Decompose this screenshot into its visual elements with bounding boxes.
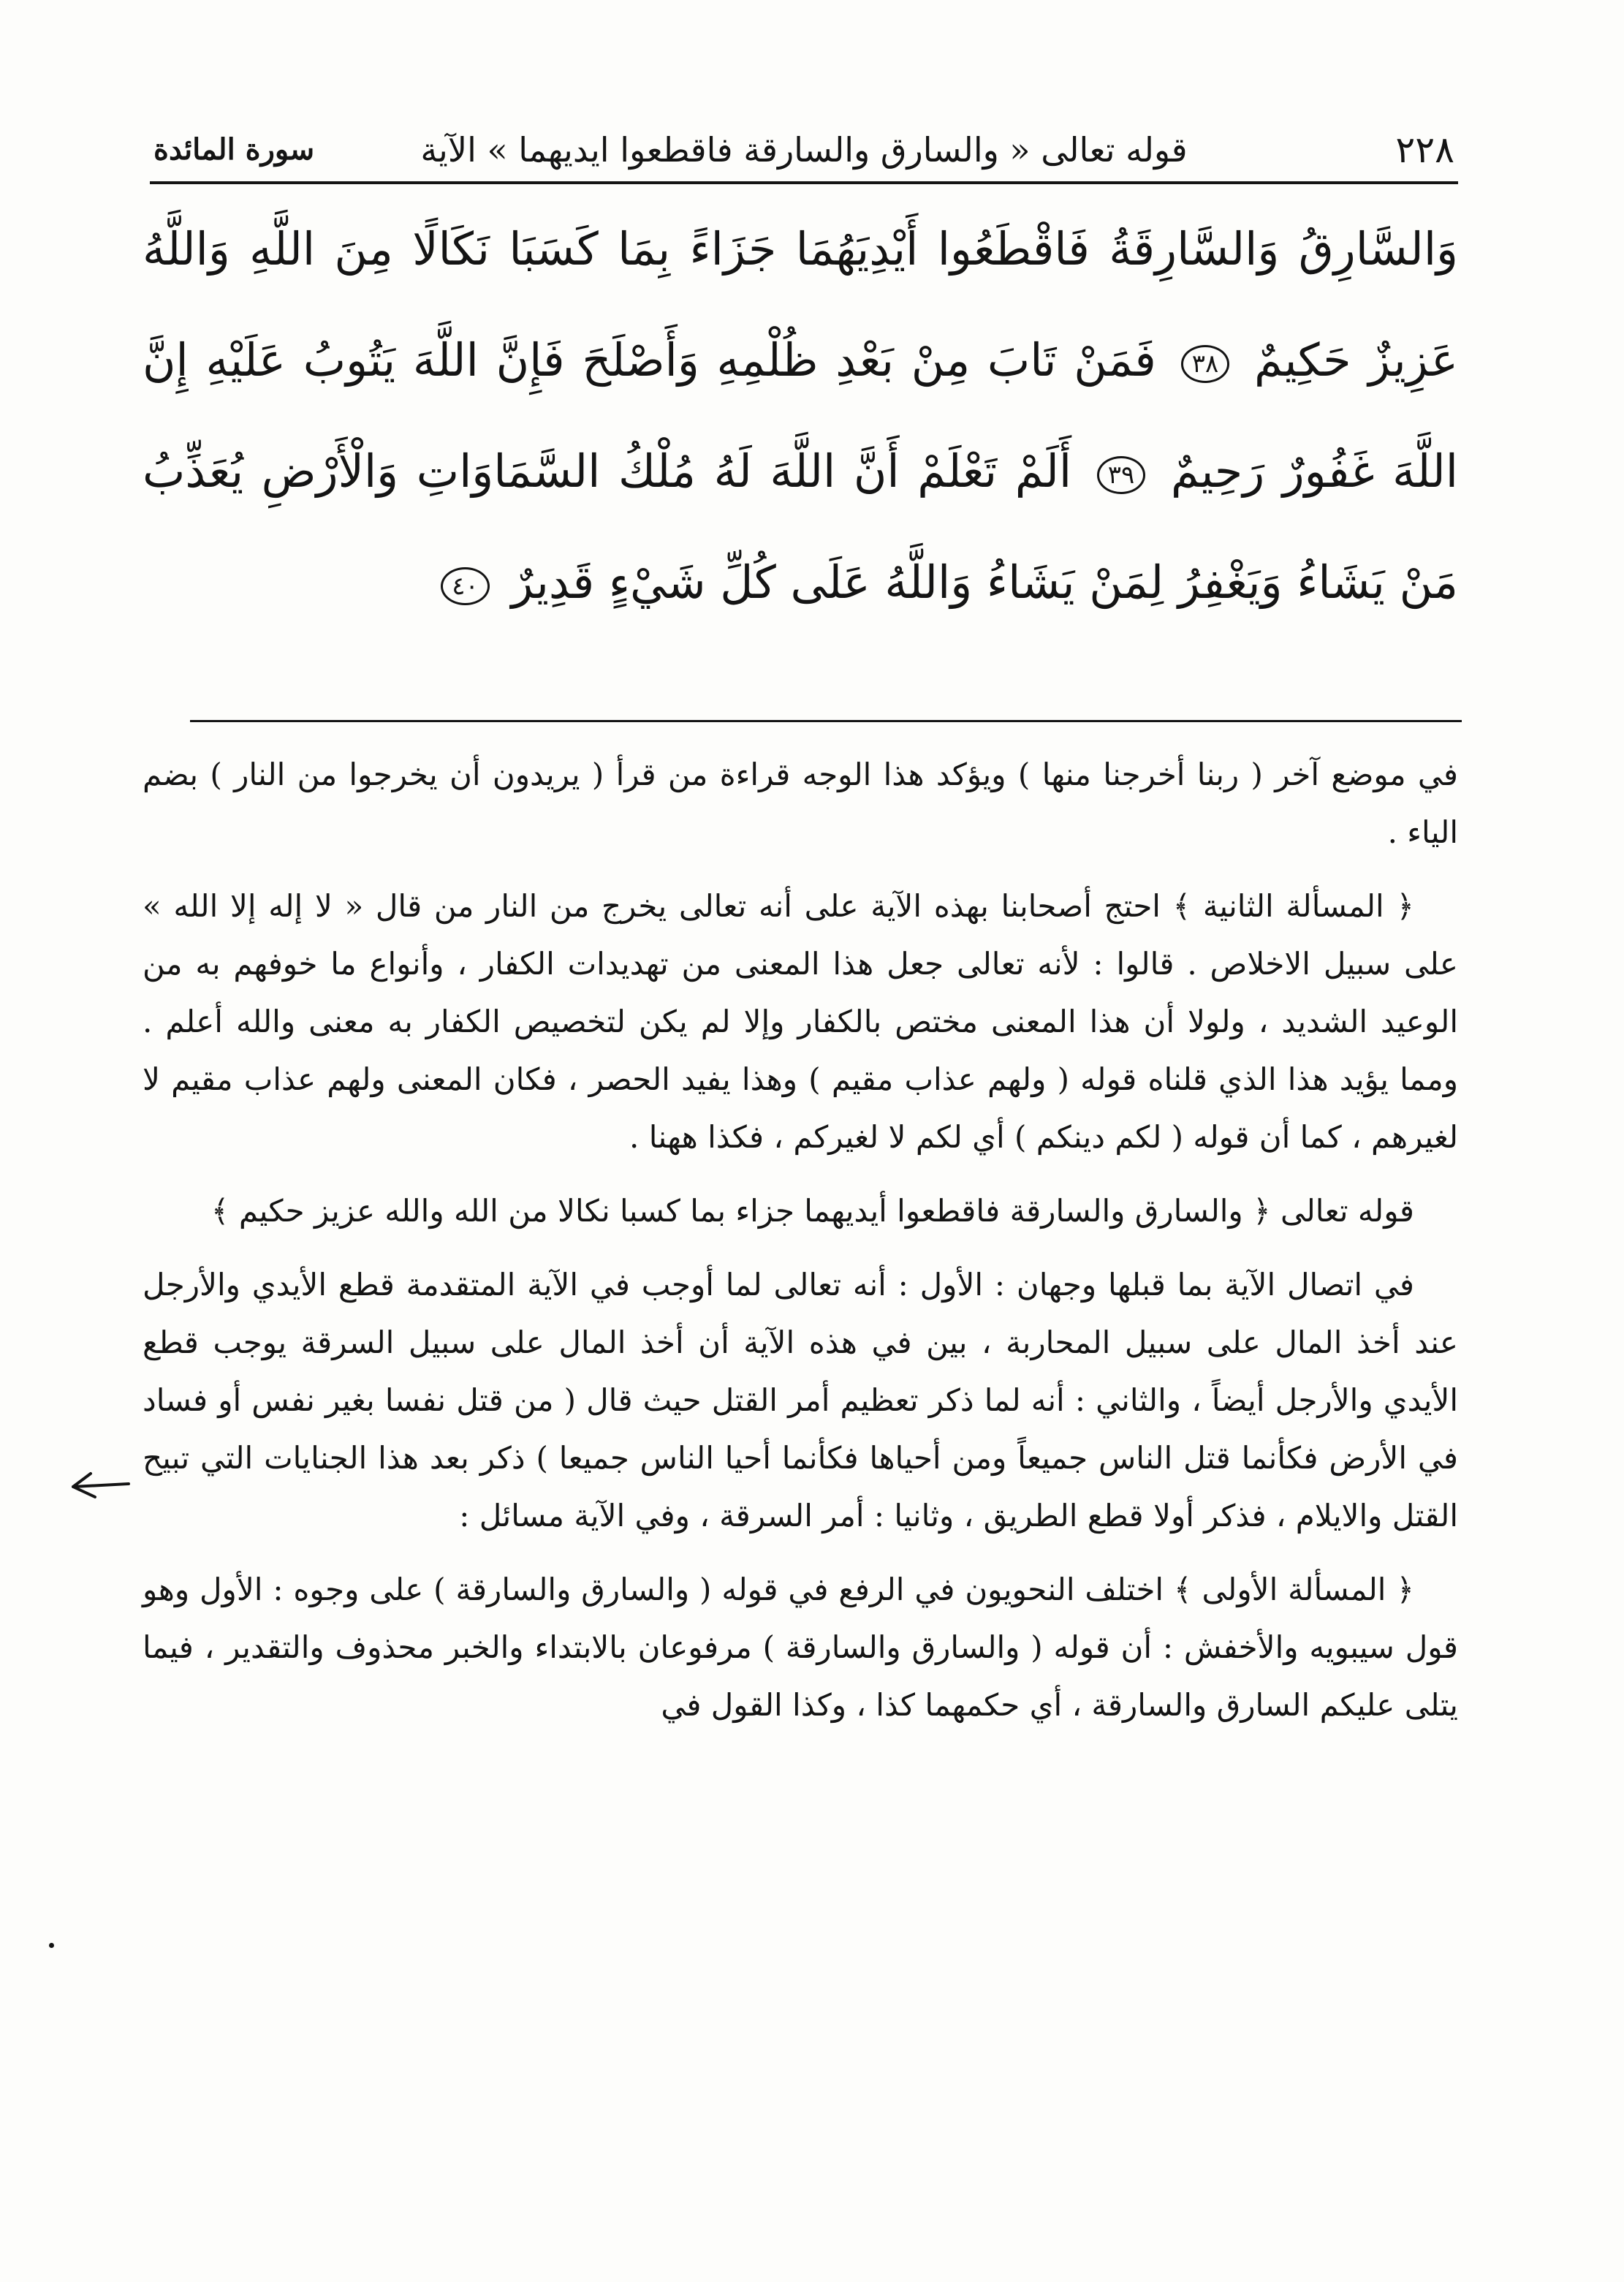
commentary-text: [143, 746, 1458, 1750]
header-rule: [150, 181, 1458, 184]
paragraph: ﴿ المسألة الأولى ﴾ اختلف النحويون في الرفع في قوله ( والسارق والسارقة ) على وجوه : الأول وهو قول سيبويه والأخفش : أن قوله ( والسارق والسارقة ) مرفوعان بالابتداء والخبر محذوف والتقدير ، فيما يتلى عليكم السارق والسارقة ، أي حكمهما كذا ، وكذا القول في: [143, 1572, 1458, 1723]
ayah-number-marker: ٤٠: [441, 567, 490, 605]
ayah-number-marker: ٣٨: [1181, 345, 1230, 383]
section-divider: [190, 720, 1462, 722]
page-number: ٢٢٨: [1395, 129, 1454, 171]
verse-text: فَمَنْ تَابَ مِنْ بَعْدِ ظُلْمِهِ وَأَصْلَحَ فَإِنَّ اللَّهَ يَتُوبُ عَلَيْهِ إِنَّ اللَّهَ غَفُورٌ رَحِيمٌ: [143, 333, 1458, 498]
paragraph: قوله تعالى ﴿ والسارق والسارقة فاقطعوا أيديهما جزاء بما كسبا نكالا من الله والله عزيز حكيم ﴾: [210, 1193, 1414, 1229]
ayah-number-marker: ٣٩: [1097, 456, 1146, 494]
running-title: قوله تعالى « والسارق والسارقة فاقطعوا ايديهما » الآية: [420, 130, 1188, 170]
verse-text: وَالسَّارِقُ وَالسَّارِقَةُ فَاقْطَعُوا أَيْدِيَهُمَا جَزَاءً بِمَا كَسَبَا نَكَالًا مِنَ اللَّهِ وَاللَّهُ عَزِيزٌ حَكِيمٌ: [143, 222, 1458, 387]
margin-arrow-icon: [66, 1468, 132, 1504]
verse-text: أَلَمْ تَعْلَمْ أَنَّ اللَّهَ لَهُ مُلْكُ السَّمَاوَاتِ وَالْأَرْضِ يُعَذِّبُ مَنْ يَشَاءُ وَيَغْفِرُ لِمَنْ يَشَاءُ وَاللَّهُ عَلَى كُلِّ شَيْءٍ قَدِيرٌ: [143, 444, 1458, 609]
margin-dot: [49, 1943, 54, 1948]
paragraph: في اتصال الآية بما قبلها وجهان : الأول : أنه تعالى لما أوجب في الآية المتقدمة قطع الأيدي والأرجل عند أخذ المال على سبيل المحاربة ، بين في هذه الآية أن أخذ المال على سبيل السرقة يوجب قطع الأيدي والأرجل أيضاً ، والثاني : أنه لما ذكر تعظيم أمر القتل حيث قال ( من قتل نفسا بغير نفس أو فساد في الأرض فكأنما قتل الناس جميعاً ومن أحياها فكأنما أحيا الناس جميعا ) ذكر بعد هذا الجنايات التي تبيح القتل والايلام ، فذكر أولا قطع الطريق ، وثانيا : أمر السرقة ، وفي الآية مسائل :: [143, 1267, 1458, 1534]
page-header: [153, 124, 1454, 175]
paragraph: ﴿ المسألة الثانية ﴾ احتج أصحابنا بهذه الآية على أنه تعالى يخرج من النار من قال « لا إله إلا الله » على سبيل الاخلاص . قالوا : لأنه تعالى جعل هذا المعنى من تهديدات الكفار ، وأنواع ما خوفهم به من الوعيد الشديد ، ولولا أن هذا المعنى مختص بالكفار وإلا لم يكن لتخصيص الكفار به معنى والله أعلم . ومما يؤيد هذا الذي قلناه قوله ( ولهم عذاب مقيم ) وهذا يفيد الحصر ، فكان المعنى ولهم عذاب مقيم لا لغيرهم ، كما أن قوله ( لكم دينكم ) أي لكم لا لغيركم ، فكذا ههنا .: [143, 888, 1458, 1155]
quran-verses: [143, 194, 1458, 638]
paragraph: في موضع آخر ( ربنا أخرجنا منها ) ويؤكد هذا الوجه قراءة من قرأ ( يريدون أن يخرجوا من النار ) بضم الياء .: [143, 757, 1458, 850]
surah-name: سورة المائدة: [153, 132, 315, 167]
